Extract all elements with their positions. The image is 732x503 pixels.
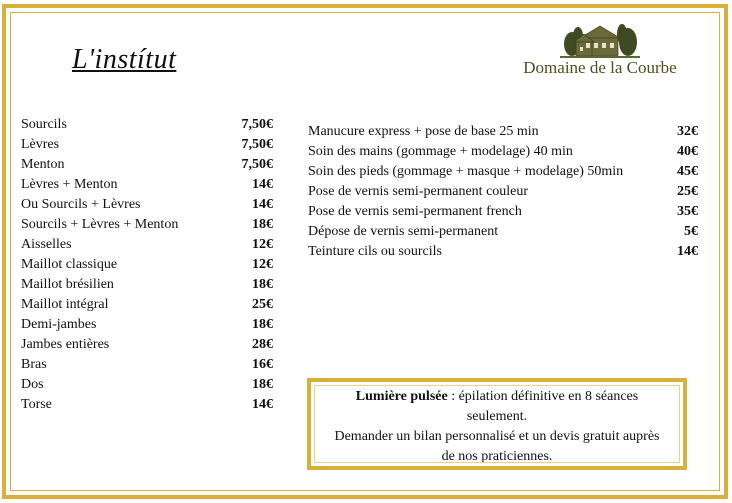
- service-price: 5€: [684, 224, 698, 239]
- price-row: [21, 295, 273, 315]
- service-name: Manucure express + pose de base 25 min: [308, 124, 539, 139]
- logo-text: Domaine de la Courbe: [523, 58, 677, 77]
- info-line-4: de nos praticiennes.: [441, 449, 553, 464]
- service-price: 12€: [252, 257, 273, 272]
- service-price: 7,50€: [241, 137, 273, 152]
- price-row: [21, 275, 273, 295]
- service-name: Bras: [21, 357, 47, 372]
- service-price: 25€: [677, 184, 698, 199]
- price-row: [21, 355, 273, 375]
- price-row: [308, 202, 698, 222]
- price-row: [21, 395, 273, 415]
- service-name: Maillot classique: [21, 257, 118, 272]
- service-price: 45€: [677, 164, 698, 179]
- price-row: [308, 182, 698, 202]
- service-price: 7,50€: [241, 117, 273, 132]
- service-price: 18€: [252, 217, 273, 232]
- info-box: [307, 378, 687, 470]
- price-row: [21, 315, 273, 335]
- price-row: [21, 195, 273, 215]
- service-price: 14€: [252, 177, 273, 192]
- price-row: [21, 375, 273, 395]
- service-name: Jambes entières: [21, 337, 110, 352]
- price-row: [21, 235, 273, 255]
- info-line-1: [311, 387, 683, 407]
- info-line-2: seulement.: [466, 409, 528, 424]
- service-name: Aisselles: [21, 237, 72, 252]
- info-line-3: Demander un bilan personnalisé et un devis gratuit auprès: [334, 429, 660, 444]
- service-price: 14€: [252, 397, 273, 412]
- service-name: Menton: [21, 157, 65, 172]
- service-price: 32€: [677, 124, 698, 139]
- price-row: [21, 335, 273, 355]
- service-price: 7,50€: [241, 157, 273, 172]
- price-row: [308, 162, 698, 182]
- service-name: Dos: [21, 377, 44, 392]
- service-price: 28€: [252, 337, 273, 352]
- service-name: Demi-jambes: [21, 317, 97, 332]
- price-row: [308, 222, 698, 242]
- service-price: 18€: [252, 277, 273, 292]
- service-name: Ou Sourcils + Lèvres: [21, 197, 141, 212]
- page-title: L'instítut: [72, 44, 177, 75]
- price-row: [21, 215, 273, 235]
- service-name: Soin des pieds (gommage + masque + modelage) 50min: [308, 164, 624, 179]
- service-price: 12€: [252, 237, 273, 252]
- service-name: Torse: [21, 397, 52, 412]
- service-price: 16€: [252, 357, 273, 372]
- service-price: 18€: [252, 317, 273, 332]
- service-name: Soin des mains (gommage + modelage) 40 min: [308, 144, 573, 159]
- service-name: Lèvres: [21, 137, 60, 152]
- service-price: 40€: [677, 144, 698, 159]
- service-price: 18€: [252, 377, 273, 392]
- price-row: [21, 175, 273, 195]
- service-name: Maillot intégral: [21, 297, 109, 312]
- info-bold: Lumière pulsée: [355, 389, 448, 404]
- service-name: Pose de vernis semi-permanent couleur: [308, 184, 529, 199]
- info-text-1: : épilation définitive en 8 séances: [447, 389, 639, 404]
- logo: [500, 16, 700, 86]
- service-name: Sourcils + Lèvres + Menton: [21, 217, 179, 232]
- service-name: Dépose de vernis semi-permanent: [308, 224, 499, 239]
- price-row: [308, 122, 698, 142]
- price-row: [308, 242, 698, 262]
- service-price: 35€: [677, 204, 698, 219]
- service-name: Pose de vernis semi-permanent french: [308, 204, 522, 219]
- price-row: [21, 135, 273, 155]
- price-row: [308, 142, 698, 162]
- chateau-icon: [500, 16, 700, 60]
- service-price: 14€: [252, 197, 273, 212]
- service-name: Maillot brésilien: [21, 277, 114, 292]
- service-price: 25€: [252, 297, 273, 312]
- price-row: [21, 255, 273, 275]
- left-price-list: [21, 115, 273, 415]
- service-name: Sourcils: [21, 117, 67, 132]
- service-name: Lèvres + Menton: [21, 177, 118, 192]
- right-price-list: [308, 122, 698, 262]
- service-name: Teinture cils ou sourcils: [308, 244, 442, 259]
- price-row: [21, 155, 273, 175]
- service-price: 14€: [677, 244, 698, 259]
- price-row: [21, 115, 273, 135]
